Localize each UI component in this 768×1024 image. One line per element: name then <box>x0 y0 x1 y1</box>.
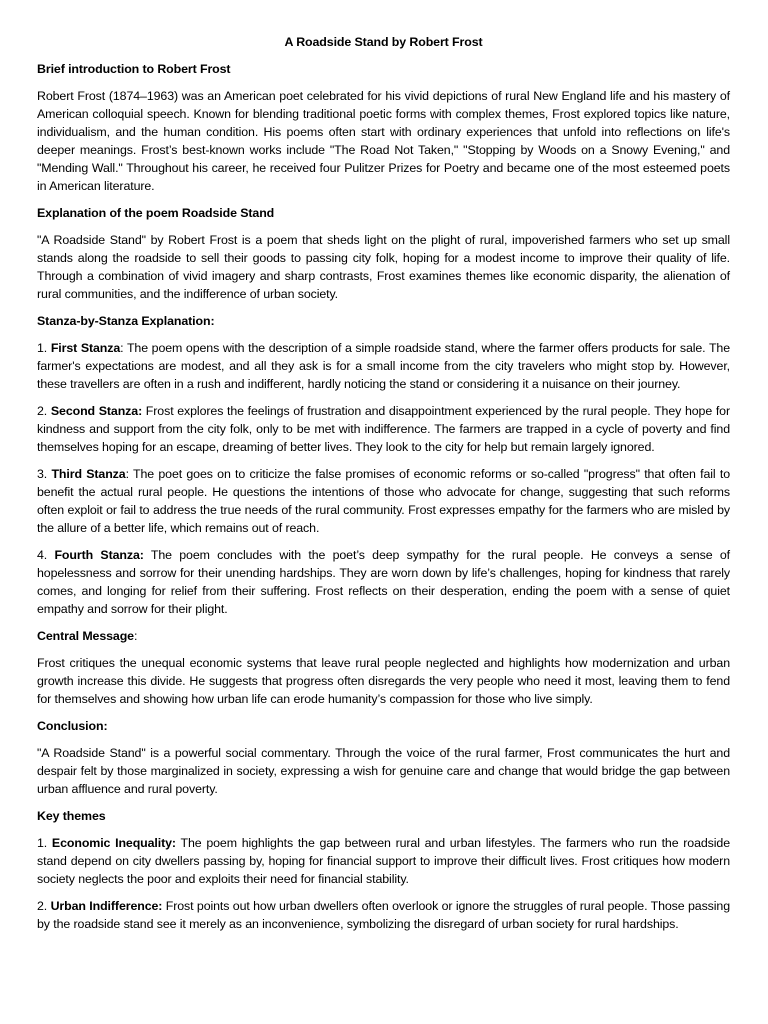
explanation-heading: Explanation of the poem Roadside Stand <box>37 206 275 220</box>
stanza-section-heading: Stanza-by-Stanza Explanation: <box>37 314 215 328</box>
theme-item-2 <box>37 897 730 933</box>
stanza-item-1 <box>37 339 730 393</box>
stanza-text: Frost explores the feelings of frustration and disappointment experienced by the rural people. They hope for kindness and support from the city folk, only to be met with indifference. The farmers are trapped in a cycle of poverty and find themselves hoping for an escape, dreaming of better lives. They look to the city for help but remain largely ignored. <box>37 404 730 454</box>
stanza-number: 3. <box>37 467 48 481</box>
document-page <box>37 33 730 942</box>
conclusion-heading: Conclusion: <box>37 719 108 733</box>
central-message-paragraph: Frost critiques the unequal economic systems that leave rural people neglected and highlights how modernization and urban growth increase this divide. He suggests that progress often disregards the very people who need it most, leaving them to fend for themselves and showing how urban life can erode humanity’s compassion for those who live simply. <box>37 656 730 706</box>
stanza-text: The poem opens with the description of a simple roadside stand, where the farmer offers products for sale. The farmer's expectations are modest, and all they ask is for a small income from the city travelers who might stop by. However, these travellers are often in a rush and indifferent, hardly noticing the stand or considering it a nuisance on their journey. <box>37 341 731 391</box>
document-title: A Roadside Stand by Robert Frost <box>284 35 483 49</box>
stanza-item-3 <box>37 465 730 537</box>
central-message-heading <box>37 627 730 645</box>
stanza-label: Second Stanza: <box>50 404 143 418</box>
stanza-separator: : <box>120 341 124 355</box>
central-message-label: Central Message <box>37 629 134 643</box>
key-themes-heading: Key themes <box>37 809 106 823</box>
stanza-text: The poet goes on to criticize the false promises of economic reforms or so-called "progress" that often fail to benefit the actual rural people. He questions the intentions of those who advocate for change, suggesting that such reforms often exploit or fail to address the true needs of the rural community. Frost expresses empathy for the farmers who are misled by the allure of a better life, which remains out of reach. <box>37 467 731 535</box>
intro-paragraph: Robert Frost (1874–1963) was an American poet celebrated for his vivid depictions of rural New England life and his mastery of American colloquial speech. Known for blending traditional poetic forms with complex themes, Frost explored topics like nature, individualism, and the human condition. His poems often start with ordinary experiences that unfold into reflections on life's deeper meanings. Frost’s best-known works include "The Road Not Taken," "Stopping by Woods on a Snowy Evening," and "Mending Wall." Throughout his career, he received four Pulitzer Prizes for Poetry and became one of the most esteemed poets in American literature. <box>37 89 730 193</box>
explanation-paragraph: "A Roadside Stand" by Robert Frost is a poem that sheds light on the plight of rural, impoverished farmers who set up small stands along the roadside to sell their goods to passing city folk, hoping for a modest income to improve their quality of life. Through a combination of vivid imagery and sharp contrasts, Frost examines themes like economic disparity, the alienation of rural communities, and the indifference of urban society. <box>37 233 730 301</box>
conclusion-paragraph: "A Roadside Stand" is a powerful social commentary. Through the voice of the rural farmer, Frost communicates the hurt and despair felt by those marginalized in society, expressing a wish for genuine care and change that would bridge the gap between urban affluence and rural poverty. <box>37 746 730 796</box>
stanza-label: Fourth Stanza: <box>54 548 144 562</box>
theme-label: Economic Inequality: <box>51 836 176 850</box>
stanza-separator: : <box>125 467 129 481</box>
theme-item-1 <box>37 834 730 888</box>
stanza-item-4 <box>37 546 730 618</box>
stanza-item-2 <box>37 402 730 456</box>
central-message-colon: : <box>133 629 138 643</box>
stanza-number: 1. <box>37 341 48 355</box>
theme-text: The poem highlights the gap between rural and urban lifestyles. The farmers who run the roadside stand depend on city dwellers passing by, hoping for financial support to improve their difficult lives. Frost critiques how modern society neglects the poor and exploits their need for financial stability. <box>37 836 731 886</box>
stanza-label: First Stanza <box>50 341 121 355</box>
intro-heading: Brief introduction to Robert Frost <box>37 62 231 76</box>
theme-number: 2. <box>37 899 48 913</box>
stanza-number: 4. <box>37 548 48 562</box>
theme-text: Frost points out how urban dwellers often overlook or ignore the struggles of rural people. Those passing by the roadside stand see it merely as an inconvenience, symbolizing the disregard of urban society for rural hardships. <box>37 899 730 931</box>
theme-number: 1. <box>37 836 48 850</box>
theme-label: Urban Indifference: <box>50 899 163 913</box>
stanza-number: 2. <box>37 404 48 418</box>
stanza-label: Third Stanza <box>51 467 126 481</box>
stanza-text: The poem concludes with the poet’s deep sympathy for the rural people. He conveys a sense of hopelessness and sorrow for their unending hardships. They are worn down by life’s challenges, hoping for kindness that rarely comes, and longing for relief from their suffering. Frost reflects on their desperation, ending the poem with a sense of quiet empathy and sorrow for their plight. <box>37 548 730 616</box>
